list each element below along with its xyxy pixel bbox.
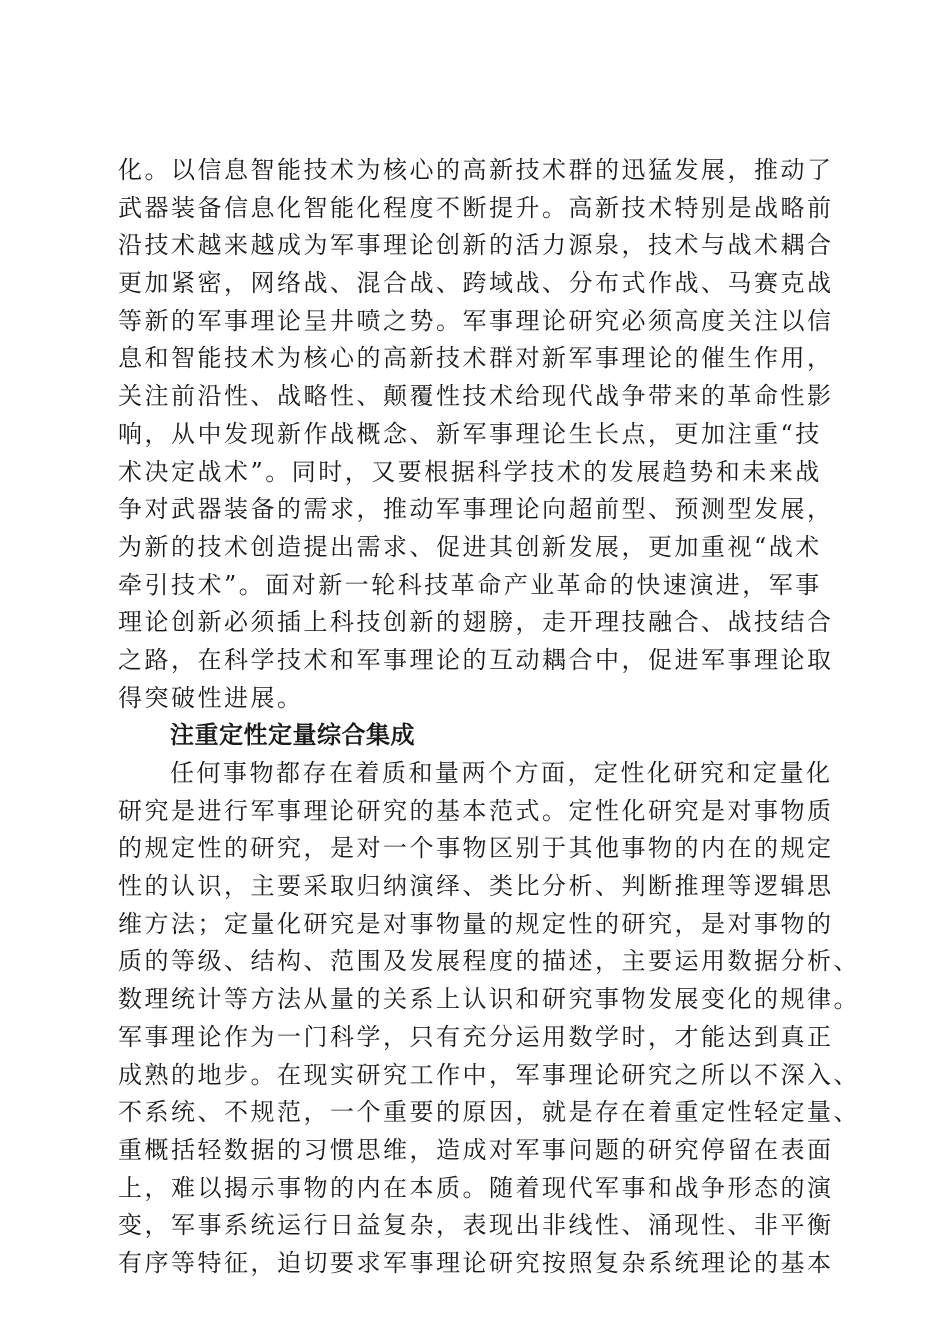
text-line: 沿技术越来越成为军事理论创新的活力源泉，技术与战术耦合 xyxy=(118,231,834,260)
text-line: 争对武器装备的需求，推动军事理论向超前型、预测型发展， xyxy=(118,495,834,524)
section-heading: 注重定性定量综合集成 xyxy=(170,721,415,750)
text-line: 关注前沿性、战略性、颠覆性技术给现代战争带来的革命性影 xyxy=(118,382,834,411)
text-line: 响，从中发现新作战概念、新军事理论生长点，更加注重“技 xyxy=(118,419,822,448)
text-line: 理论创新必须插上科技创新的翅膀，走开理技融合、战技结合 xyxy=(118,608,834,637)
text-line: 任何事物都存在着质和量两个方面，定性化研究和定量化 xyxy=(170,759,833,787)
paragraph-1 xyxy=(118,152,838,717)
text-line: 为新的技术创造提出需求、促进其创新发展，更加重视“战术 xyxy=(118,532,822,561)
text-line: 牵引技术”。面对新一轮科技革命产业革命的快速演进，军事 xyxy=(118,570,822,599)
text-line: 研究是进行军事理论研究的基本范式。定性化研究是对事物质 xyxy=(118,796,834,825)
text-line: 不系统、不规范，一个重要的原因，就是存在着重定性轻定量、 xyxy=(118,1098,860,1127)
text-line: 重概括轻数据的习惯思维，造成对军事问题的研究停留在表面 xyxy=(118,1135,834,1164)
text-line: 变，军事系统运行日益复杂，表现出非线性、涌现性、非平衡 xyxy=(118,1211,834,1240)
text-line: 性的认识，主要采取归纳演绎、类比分析、判断推理等逻辑思 xyxy=(118,872,834,901)
text-line: 化。以信息智能技术为核心的高新技术群的迅猛发展，推动了 xyxy=(118,156,834,184)
paragraph-2 xyxy=(118,755,860,1283)
text-line: 军事理论作为一门科学，只有充分运用数学时，才能达到真正 xyxy=(118,1022,834,1051)
text-line: 的规定性的研究，是对一个事物区别于其他事物的内在的规定 xyxy=(118,834,834,863)
text-line: 之路，在科学技术和军事理论的互动耦合中，促进军事理论取 xyxy=(118,645,834,674)
text-line: 数理统计等方法从量的关系上认识和研究事物发展变化的规律。 xyxy=(118,985,860,1014)
text-line: 术决定战术”。同时，又要根据科学技术的发展趋势和未来战 xyxy=(118,457,822,486)
document-body xyxy=(118,152,860,1283)
text-line: 得突破性进展。 xyxy=(118,683,304,712)
text-line: 息和智能技术为核心的高新技术群对新军事理论的催生作用， xyxy=(118,344,834,373)
text-line: 维方法；定量化研究是对事物量的规定性的研究，是对事物的 xyxy=(118,909,834,938)
text-line: 有序等特征，迫切要求军事理论研究按照复杂系统理论的基本 xyxy=(118,1248,834,1277)
text-line: 成熟的地步。在现实研究工作中，军事理论研究之所以不深入、 xyxy=(118,1060,860,1089)
text-line: 质的等级、结构、范围及发展程度的描述，主要运用数据分析、 xyxy=(118,947,860,976)
text-line: 上，难以揭示事物的内在本质。随着现代军事和战争形态的演 xyxy=(118,1173,834,1202)
text-line: 等新的军事理论呈井喷之势。军事理论研究必须高度关注以信 xyxy=(118,306,834,335)
text-line: 更加紧密，网络战、混合战、跨域战、分布式作战、马赛克战 xyxy=(118,269,834,298)
text-line: 武器装备信息化智能化程度不断提升。高新技术特别是战略前 xyxy=(118,193,834,222)
